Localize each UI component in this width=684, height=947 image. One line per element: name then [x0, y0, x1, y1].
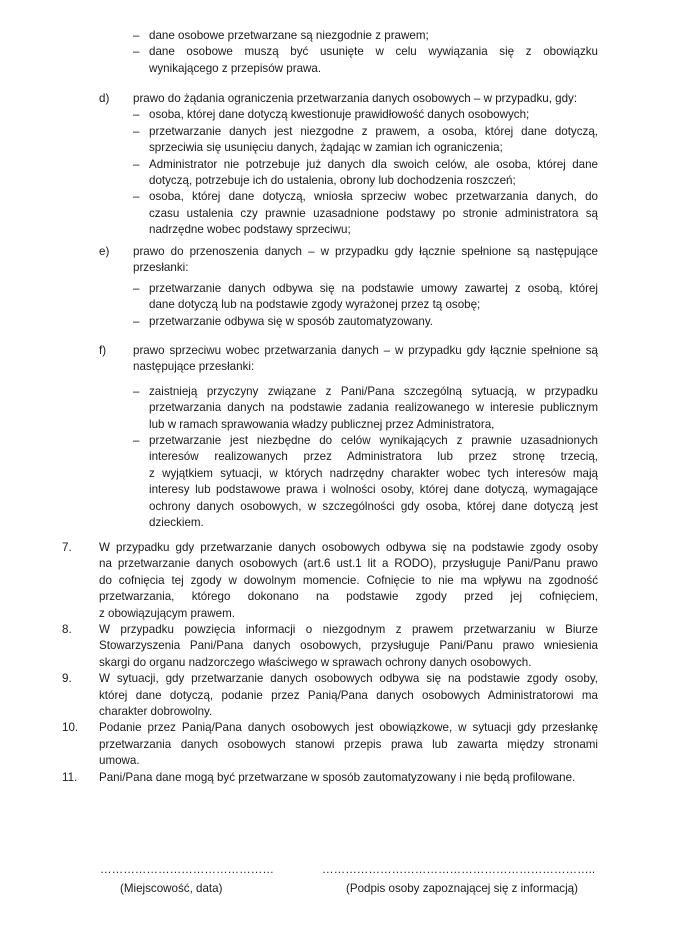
- list-item-line: dane osobowe przetwarzane są niezgodnie z prawem;: [149, 29, 429, 42]
- paragraph-line: Podanie przez Panią/Pana danych osobowych jest obowiązkowe, w sytuacji gdy przesłankę: [99, 721, 598, 735]
- item-number: 10.: [62, 721, 79, 735]
- paragraph-line: skargi do organu nadzorczego właściwego w sprawach ochrony danych osobowych.: [99, 655, 532, 669]
- caption-place-date: (Miejscowość, data): [120, 882, 223, 895]
- list-item-line: osoba, której dane dotyczą, wniosła sprzeciw wobec przetwarzania danych, do: [149, 190, 598, 204]
- list-item-line: wynikającego z przepisów prawa.: [149, 61, 322, 75]
- list-dash: –: [133, 281, 140, 295]
- paragraph-line: W sytuacji, gdy przetwarzanie danych osobowych odbywa się na podstawie zgody osoby,: [99, 672, 598, 686]
- list-item-line: przetwarzanie odbywa się w sposób zautomatyzowany.: [149, 314, 433, 328]
- section-heading: następujące przesłanki:: [133, 360, 255, 374]
- list-dash: –: [133, 124, 140, 138]
- paragraph-line: umowa.: [99, 754, 140, 768]
- paragraph-line: Stowarzyszenia Pani/Pana danych osobowych, przysługuje Pani/Panu prawo wniesienia: [99, 639, 598, 653]
- list-dash: –: [133, 314, 140, 328]
- section-label: f): [99, 344, 107, 357]
- list-dash: –: [133, 157, 140, 171]
- section-heading: prawo do przenoszenia danych – w przypadku gdy łącznie spełnione są następujące: [133, 245, 598, 258]
- paragraph-line: W przypadku powzięcia informacji o niezgodnym z prawem przetwarzaniu w Biurze: [99, 623, 598, 636]
- list-dash: –: [133, 29, 140, 42]
- list-item-line: dotyczą, potrzebuje ich do ustalenia, obrony lub dochodzenia roszczeń;: [149, 174, 516, 187]
- paragraph-line: przetwarzania danych osobowych stanowi przepis prawa lub zawarta między stronami: [99, 737, 598, 751]
- list-item-line: lub w ramach sprawowania władzy publicznej przez Administratora,: [149, 417, 495, 431]
- list-item-line: osoba, której dane dotyczą kwestionuje prawidłowość danych osobowych;: [149, 108, 530, 122]
- list-item-line: dzieckiem.: [149, 516, 204, 529]
- list-item-line: przetwarzanie danych jest niezgodne z prawem, a osoba, której dane dotyczą,: [149, 124, 598, 138]
- section-label: e): [99, 245, 110, 258]
- list-dash: –: [133, 45, 140, 59]
- list-item-line: interesy lub podstawowe prawa i wolności osoby, której dane dotyczą, wymagające: [149, 483, 598, 497]
- list-dash: –: [133, 108, 140, 122]
- paragraph-line: której dane dotyczą, podanie przez Panią/Pana danych osobowych Administratorowi ma: [99, 688, 598, 702]
- list-item-line: nadrzędne wobec podstawy sprzeciwu;: [149, 223, 351, 237]
- paragraph-line: charakter dobrowolny.: [99, 705, 213, 718]
- caption-signature: (Podpis osoby zapoznającej się z informacją): [346, 882, 578, 895]
- paragraph-line: do cofnięcia tej zgody w dowolnym momencie. Cofnięcie to nie ma wpływu na zgodność: [99, 573, 598, 587]
- paragraph-line: przetwarzania, którego dokonano na podstawie zgody przed jej cofnięciem,: [99, 590, 598, 604]
- list-dash: –: [133, 434, 140, 447]
- list-item-line: ochrony danych osobowych, w szczególności gdy osoba, której dane dotyczą jest: [149, 499, 598, 513]
- paragraph-line: na przetwarzanie danych osobowych (art.6 ust.1 lit a RODO), przysługuje Pani/Panu prawo: [99, 557, 598, 571]
- list-item-line: przetwarzanie danych odbywa się na podstawie umowy zawartej z osobą, której: [149, 281, 598, 295]
- list-item-line: z wyjątkiem sytuacji, w których nadrzędny charakter wobec tych interesów mają: [149, 466, 598, 480]
- item-number: 9.: [62, 672, 72, 686]
- list-dash: –: [133, 190, 140, 204]
- list-item-line: zaistnieją przyczyny związane z Pani/Pana szczególną sytuacją, w przypadku: [149, 384, 598, 398]
- item-number: 8.: [62, 623, 72, 636]
- paragraph-line: W przypadku gdy przetwarzanie danych osobowych odbywa się na podstawie zgody osoby: [99, 541, 598, 554]
- list-item-line: dane osobowe muszą być usunięte w celu wywiązania się z obowiązku: [149, 45, 598, 59]
- list-item-line: przetwarzanie jest niezbędne do celów wynikających z prawnie uzasadnionych: [149, 434, 598, 447]
- list-dash: –: [133, 384, 140, 398]
- section-heading: przesłanki:: [133, 261, 189, 275]
- section-heading: prawo sprzeciwu wobec przetwarzania danych – w przypadku gdy łącznie spełnione są: [133, 344, 598, 357]
- list-item-line: przetwarzania danych na podstawie zadania realizowanego w interesie publicznym: [149, 401, 598, 415]
- signature-dots-left: ………………………………………: [100, 863, 274, 876]
- section-heading: prawo do żądania ograniczenia przetwarzania danych osobowych – w przypadku, gdy:: [133, 92, 578, 105]
- item-number: 11.: [62, 770, 78, 784]
- list-item-line: czasu ustalenia czy prawnie uzasadnione podstawy po stronie administratora są: [149, 206, 598, 220]
- list-item-line: dane dotyczą lub na podstawie zgody wyrażonej przez tą osobę;: [149, 298, 481, 312]
- signature-dots-right: ……………………………………………………………..: [322, 863, 596, 876]
- item-number: 7.: [62, 541, 72, 554]
- paragraph-line: Pani/Pana dane mogą być przetwarzane w sposób zautomatyzowany i nie będą profilowane.: [99, 770, 576, 784]
- list-item-line: interesów realizowanych przez Administratora lub przez stronę trzecią,: [149, 450, 598, 464]
- list-item-line: sprzeciwia się usunięciu danych, żądając w zamian ich ograniczenia;: [149, 141, 503, 155]
- section-label: d): [99, 92, 110, 105]
- list-item-line: Administrator nie potrzebuje już danych dla swoich celów, ale osoba, której dane: [149, 157, 598, 171]
- paragraph-line: z obowiązującym prawem.: [99, 606, 235, 620]
